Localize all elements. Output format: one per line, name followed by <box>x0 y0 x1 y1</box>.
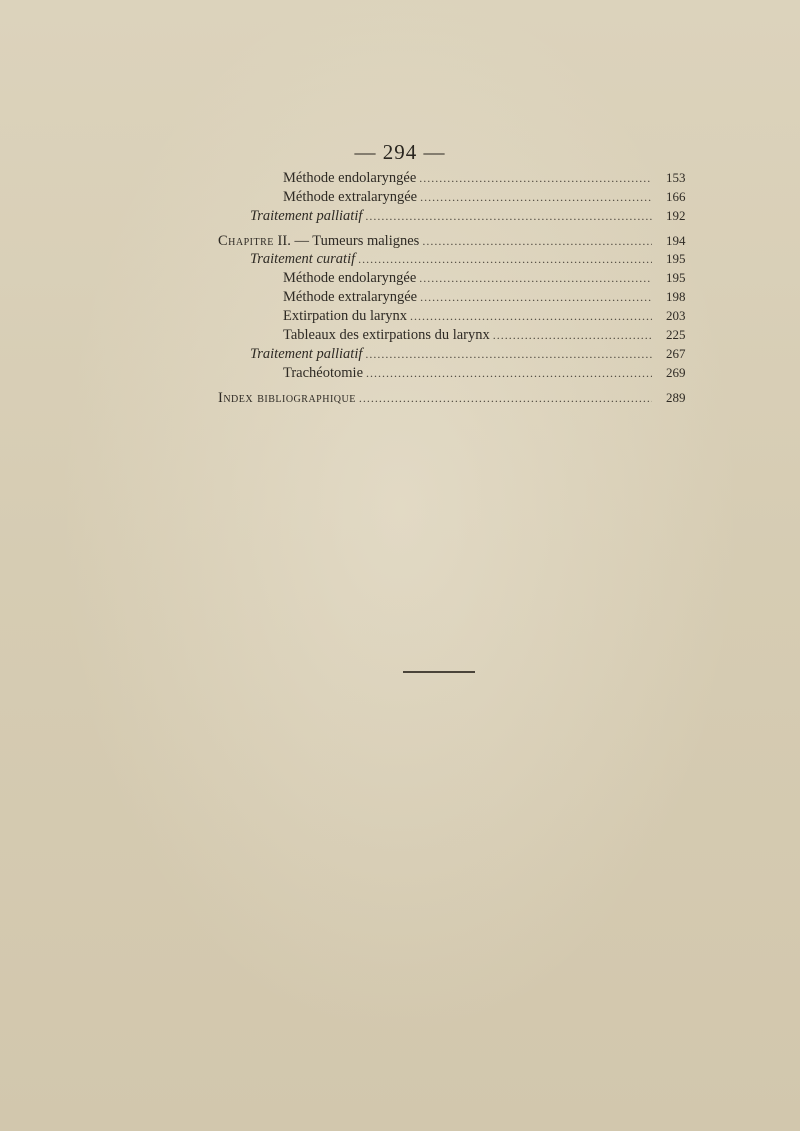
toc-entry-label <box>283 327 490 344</box>
toc-entry-page: 195 <box>666 270 686 285</box>
toc-entry-page: 269 <box>666 365 686 380</box>
dot-leader <box>420 190 652 205</box>
toc-entry-label <box>250 346 362 363</box>
dot-leader <box>420 290 652 305</box>
toc-entry-page: 267 <box>666 346 686 361</box>
toc-entry-prefix: Chapitre <box>218 233 274 249</box>
toc-entry <box>250 208 686 228</box>
toc-entry-text: Traitement palliatif <box>250 208 363 224</box>
toc-entry-page: 203 <box>666 308 686 323</box>
toc-entry-text: Traitement palliatif <box>250 346 363 362</box>
toc-entry-text: Méthode endolaryngée <box>283 270 417 286</box>
toc-entry <box>283 365 686 385</box>
toc-entry-page: 153 <box>666 170 686 185</box>
toc-entry <box>283 327 686 347</box>
toc-entry-page: 225 <box>666 327 686 342</box>
toc-entry-label <box>250 208 362 225</box>
dot-leader <box>366 366 652 381</box>
toc-entry-text: Extirpation du larynx <box>283 308 408 324</box>
toc-entry <box>250 251 686 271</box>
toc-entry-text: Méthode extralaryngée <box>283 289 418 305</box>
toc-entry-label <box>283 308 407 325</box>
dot-leader <box>493 328 652 343</box>
bleed-through-text <box>210 400 710 1000</box>
dot-leader <box>422 234 652 249</box>
toc-entry <box>218 233 686 253</box>
toc-entry-text: Trachéotomie <box>283 365 364 381</box>
dot-leader <box>410 309 652 324</box>
toc-entry <box>283 270 686 290</box>
toc-entry <box>283 170 686 190</box>
toc-entry-text: Tableaux des extirpations du larynx <box>283 327 490 343</box>
toc-entry-page: 166 <box>666 189 686 204</box>
toc-entry-text: II. — Tumeurs malignes <box>273 233 420 249</box>
dot-leader <box>365 347 652 362</box>
toc-entry <box>283 289 686 309</box>
toc-entry <box>218 390 686 410</box>
toc-entry-label <box>250 251 355 268</box>
dot-leader <box>419 171 652 186</box>
toc-entry-page: 289 <box>666 390 686 405</box>
toc-entry-text: Traitement curatif <box>250 251 356 267</box>
dot-leader <box>365 209 652 224</box>
toc-entry-page: 194 <box>666 233 686 248</box>
dot-leader <box>358 252 652 267</box>
toc-entry-label <box>283 289 417 306</box>
toc-entry-page: 198 <box>666 289 686 304</box>
toc-entry <box>283 189 686 209</box>
divider-rule <box>403 671 475 673</box>
toc-entry-label <box>218 233 419 250</box>
toc-entry-page: 192 <box>666 208 686 223</box>
toc-entry <box>283 308 686 328</box>
dot-leader <box>359 391 652 406</box>
toc-entry-label <box>283 270 416 287</box>
toc-entry-page: 195 <box>666 251 686 266</box>
toc-entry-prefix: Index bibliographique <box>218 390 356 406</box>
toc-entry-text: Méthode extralaryngée <box>283 189 418 205</box>
page-number: — 294 — <box>354 140 446 164</box>
toc-entry-label <box>218 390 356 407</box>
toc-entry <box>250 346 686 366</box>
toc-entry-label <box>283 170 416 187</box>
toc-entry-label <box>283 189 417 206</box>
toc-entry-text: Méthode endolaryngée <box>283 170 417 186</box>
dot-leader <box>419 271 652 286</box>
toc-entry-label <box>283 365 363 382</box>
